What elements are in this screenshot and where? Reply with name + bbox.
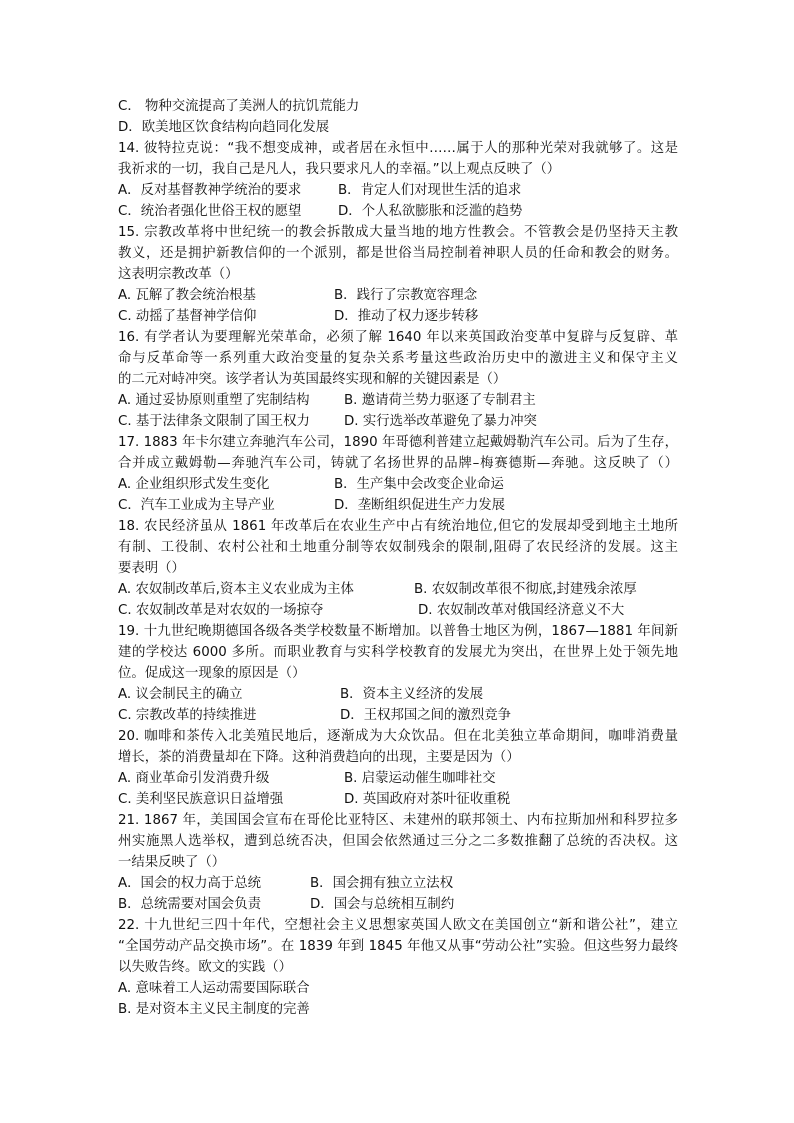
q18-option-c: C. 农奴制改革是对农奴的一场掠夺 <box>118 603 324 618</box>
q21-stem-line2: 州实施黑人选举权，遭到总统否决，但国会依然通过三分之二多数推翻了总统的否决权。这 <box>118 834 678 849</box>
q15-option-c: C. 动摇了基督神学信仰 <box>118 309 257 324</box>
q21-stem-line3: 一结果反映了（） <box>118 855 226 870</box>
q19-stem-line3: 位。促成这一现象的原因是（） <box>118 666 306 681</box>
q22-stem-line2: “全国劳动产品交换市场”。在 1839 年到 1845 年他又从事“劳动公社”实验。但这些努力最终 <box>118 939 678 954</box>
q19-stem-line2: 建的学校达 6000 多所。而职业教育与实科学校教育的发展尤为突出，在世界上处于领先地 <box>118 645 678 660</box>
q21-stem-line1: 21. 1867 年，美国国会宣布在哥伦比亚特区、未建州的联邦领土、内布拉斯加州和科罗拉多 <box>118 813 678 828</box>
q19-option-d: D．王权邦国之间的激烈竞争 <box>340 708 511 723</box>
q21-option-d: D．国会与总统相互制约 <box>310 897 455 912</box>
q18-option-d: D. 农奴制改革对俄国经济意义不大 <box>418 603 625 618</box>
q15-option-b: B．践行了宗教宽容理念 <box>334 288 478 303</box>
q18-stem-line3: 要表明（） <box>118 561 185 576</box>
q17-option-d: D．垄断组织促进生产力发展 <box>334 498 505 513</box>
q22-stem-line3: 以失败告终。欧文的实践（） <box>118 960 293 975</box>
q17-option-a: A. 企业组织形式发生变化 <box>118 477 270 492</box>
q18-stem-line2: 有制、工役制、农村公社和土地重分制等农奴制残余的限制,阻碍了农民经济的发展。这主 <box>118 540 678 555</box>
q15-option-a: A. 瓦解了教会统治根基 <box>118 288 256 303</box>
q15-stem-line2: 教义，还是拥护新教信仰的一个派别，都是世俗当局控制着神职人员的任命和教会的财务。 <box>118 246 678 261</box>
q20-option-d: D. 英国政府对茶叶征收重税 <box>344 792 511 807</box>
q22-stem-line1: 22. 十九世纪三四十年代，空想社会主义思想家英国人欧文在美国创立“新和谐公社”，建立 <box>118 918 678 933</box>
q16-option-d: D. 实行选举改革避免了暴力冲突 <box>344 414 537 429</box>
q14-stem-line2: 我祈求的一切，我自己是凡人，我只要求凡人的幸福。”以上观点反映了（） <box>118 162 561 177</box>
q16-stem-line3: 的二元对峙冲突。该学者认为英国最终实现和解的关键因素是（） <box>118 372 507 387</box>
q15-option-d: D．推动了权力逐步转移 <box>334 309 479 324</box>
q16-option-a: A. 通过妥协原则重塑了宪制结构 <box>118 393 310 408</box>
q18-option-a: A. 农奴制改革后,资本主义农业成为主体 <box>118 582 354 597</box>
q16-option-c: C. 基于法律条文限制了国王权力 <box>118 414 310 429</box>
q17-option-c: C．汽车工业成为主导产业 <box>118 498 275 513</box>
q15-stem-line3: 这表明宗教改革（） <box>118 267 239 282</box>
q20-stem-line1: 20. 咖啡和茶传入北美殖民地后，逐渐成为大众饮品。但在北美独立革命期间，咖啡消费量 <box>118 729 678 744</box>
q19-option-a: A. 议会制民主的确立 <box>118 687 243 702</box>
q21-option-a: A．国会的权力高于总统 <box>118 876 262 891</box>
q22-option-a: A. 意味着工人运动需要国际联合 <box>118 981 310 996</box>
q14-option-a: A．反对基督教神学统治的要求 <box>118 183 302 198</box>
q17-option-b: B．生产集中会改变企业命运 <box>334 477 504 492</box>
q19-stem-line1: 19. 十九世纪晚期德国各级各类学校数量不断增加。以普鲁士地区为例，1867—1881 年间新 <box>118 624 678 639</box>
q13-option-c: C． 物种交流提高了美洲人的抗饥荒能力 <box>118 99 360 114</box>
q20-option-a: A. 商业革命引发消费升级 <box>118 771 270 786</box>
q17-stem-line2: 合并成立戴姆勒—奔驰汽车公司，铸就了名扬世界的品牌–梅赛德斯—奔驰。这反映了（） <box>118 456 678 471</box>
q14-stem-line1: 14. 彼特拉克说：“我不想变成神，或者居在永恒中……属于人的那种光荣对我就够了。这是 <box>118 141 678 156</box>
q20-option-b: B. 启蒙运动催生咖啡社交 <box>344 771 496 786</box>
q21-option-b: B．国会拥有独立立法权 <box>310 876 454 891</box>
q20-option-c: C. 美利坚民族意识日益增强 <box>118 792 284 807</box>
q16-stem-line1: 16. 有学者认为要理解光荣革命，必须了解 1640 年以来英国政治变革中复辟与反复辟、革 <box>118 330 678 345</box>
q16-option-b: B. 邀请荷兰势力驱逐了专制君主 <box>344 393 536 408</box>
q17-stem-line1: 17. 1883 年卡尔建立奔驰汽车公司，1890 年哥德利普建立起戴姆勒汽车公司。后为了生存， <box>118 435 678 450</box>
q18-stem-line1: 18. 农民经济虽从 1861 年改革后在农业生产中占有统治地位,但它的发展却受到地主土地所 <box>118 519 678 534</box>
q19-option-b: B．资本主义经济的发展 <box>340 687 484 702</box>
q21-option-b-second: B．总统需要对国会负责 <box>118 897 262 912</box>
q22-option-b: B. 是对资本主义民主制度的完善 <box>118 1002 310 1017</box>
q16-stem-line2: 命与反革命等一系列重大政治变量的复杂关系考量这些政治历史中的激进主义和保守主义 <box>118 351 678 366</box>
q19-option-c: C. 宗教改革的持续推进 <box>118 708 257 723</box>
q14-option-b: B．肯定人们对现世生活的追求 <box>338 183 522 198</box>
q14-option-c: C．统治者强化世俗王权的愿望 <box>118 204 302 219</box>
q13-option-d: D．欧美地区饮食结构向趋同化发展 <box>118 120 330 135</box>
q15-stem-line1: 15. 宗教改革将中世纪统一的教会拆散成大量当地的地方性教会。不管教会是仍坚持天主教 <box>118 225 678 240</box>
q14-option-d: D．个人私欲膨胀和泛滥的趋势 <box>338 204 523 219</box>
q18-option-b: B. 农奴制改革很不彻底,封建残余浓厚 <box>414 582 637 597</box>
q20-stem-line2: 增长，茶的消费量却在下降。这种消费趋向的出现，主要是因为（） <box>118 750 520 765</box>
